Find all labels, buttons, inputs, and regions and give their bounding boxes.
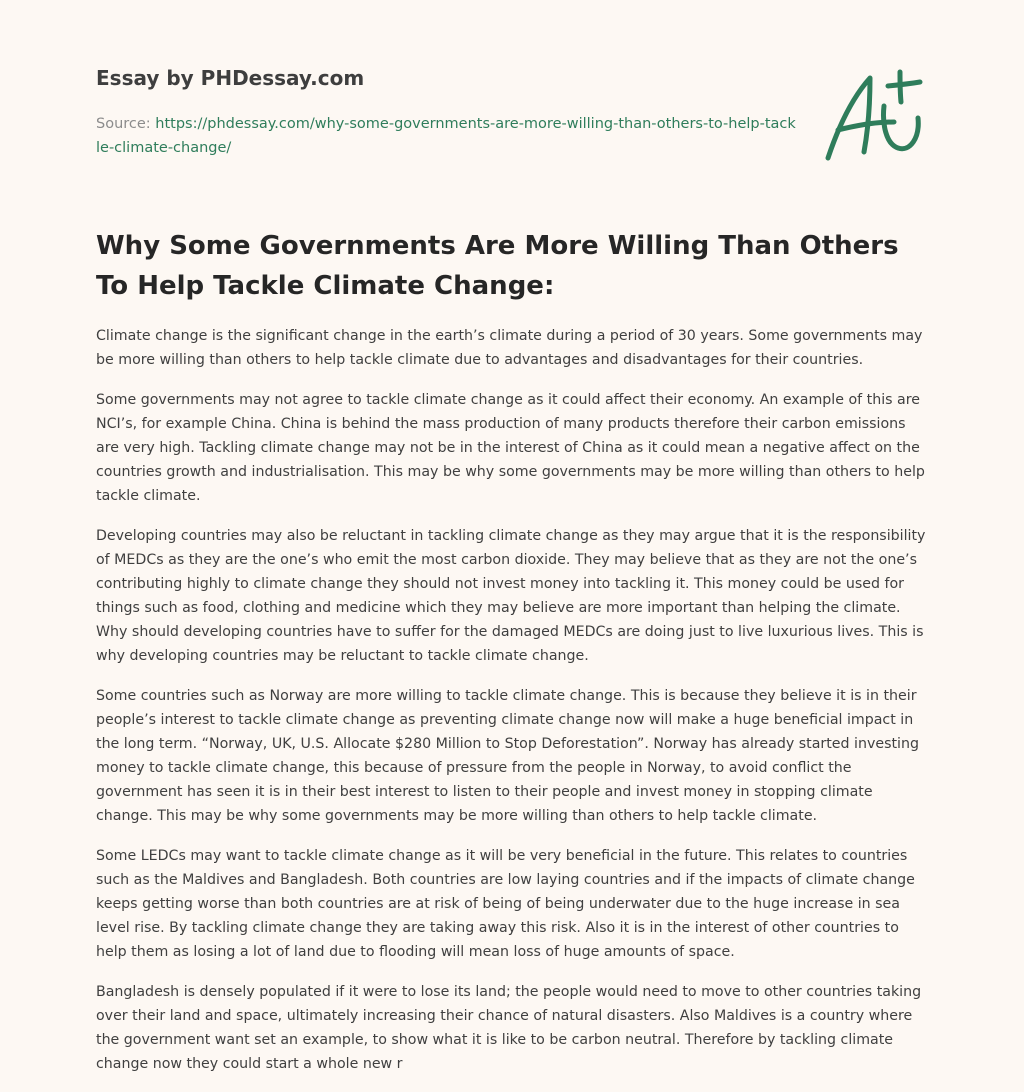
essay-paragraph: Developing countries may also be reluctant in tackling climate change as they may argue that it is the responsibility of MEDCs as they are the one’s who emit the most carbon dioxide. They may believe that as they are not the one’s contributing highly to climate change they should not invest money into tackling it. This money could be used for things such as food, clothing and medicine which they may believe are more important than helping the climate. Why should developing countries have to suffer for the damaged MEDCs are doing just to live luxurious lives. This is why developing countries may be reluctant to tackle climate change. <box>96 528 926 664</box>
essay-title: Why Some Governments Are More Willing Than Others To Help Tackle Climate Change: <box>96 231 899 301</box>
essay-body <box>96 324 928 1092</box>
source-link[interactable]: https://phdessay.com/why-some-governments-are-more-willing-than-others-to-help-tackle-climate-change/ <box>96 116 796 156</box>
source-line <box>96 112 796 160</box>
essay-paragraph: Some countries such as Norway are more willing to tackle climate change. This is because they believe it is in their people’s interest to tackle climate change as preventing climate change now will make a huge beneficial impact in the long term. “Norway, UK, U.S. Allocate $280 Million to Stop Deforestation”. Norway has already started investing money to tackle climate change, this because of pressure from the people in Norway, to avoid conflict the government has seen it is in their best interest to listen to their people and invest money in stopping climate change. This may be why some governments may be more willing than others to help tackle climate. <box>96 688 919 824</box>
brand-title: Essay by PHDessay.com <box>96 66 365 90</box>
essay-paragraph: Bangladesh is densely populated if it were to lose its land; the people would need to move to other countries taking over their land and space, ultimately increasing their chance of natural disasters. Also Maldives is a country where the government want set an example, to show what it is like to be carbon neutral. Therefore by tackling climate change now they could start a whole new r <box>96 984 922 1072</box>
essay-paragraph: Some governments may not agree to tackle climate change as it could affect their economy. An example of this are NCI’s, for example China. China is behind the mass production of many products therefore their carbon emissions are very high. Tackling climate change may not be in the interest of China as it could mean a negative affect on the countries growth and industrialisation. This may be why some governments may be more willing than others to help tackle climate. <box>96 392 925 504</box>
essay-paragraph: Climate change is the significant change in the earth’s climate during a period of 30 years. Some governments may be more willing than others to help tackle climate due to advantages and disadvantages for their countries. <box>96 328 923 368</box>
essay-paragraph: Some LEDCs may want to tackle climate change as it will be very beneficial in the future. This relates to countries such as the Maldives and Bangladesh. Both countries are low laying countries and if the impacts of climate change keeps getting worse than both countries are at risk of being of being underwater due to the huge increase in sea level rise. By tackling climate change they are taking away this risk. Also it is in the interest of other countries to help them as losing a lot of land due to flooding will mean loss of huge amounts of space. <box>96 848 915 960</box>
source-label: Source: <box>96 116 156 132</box>
a-plus-grade-logo-icon <box>824 68 928 164</box>
